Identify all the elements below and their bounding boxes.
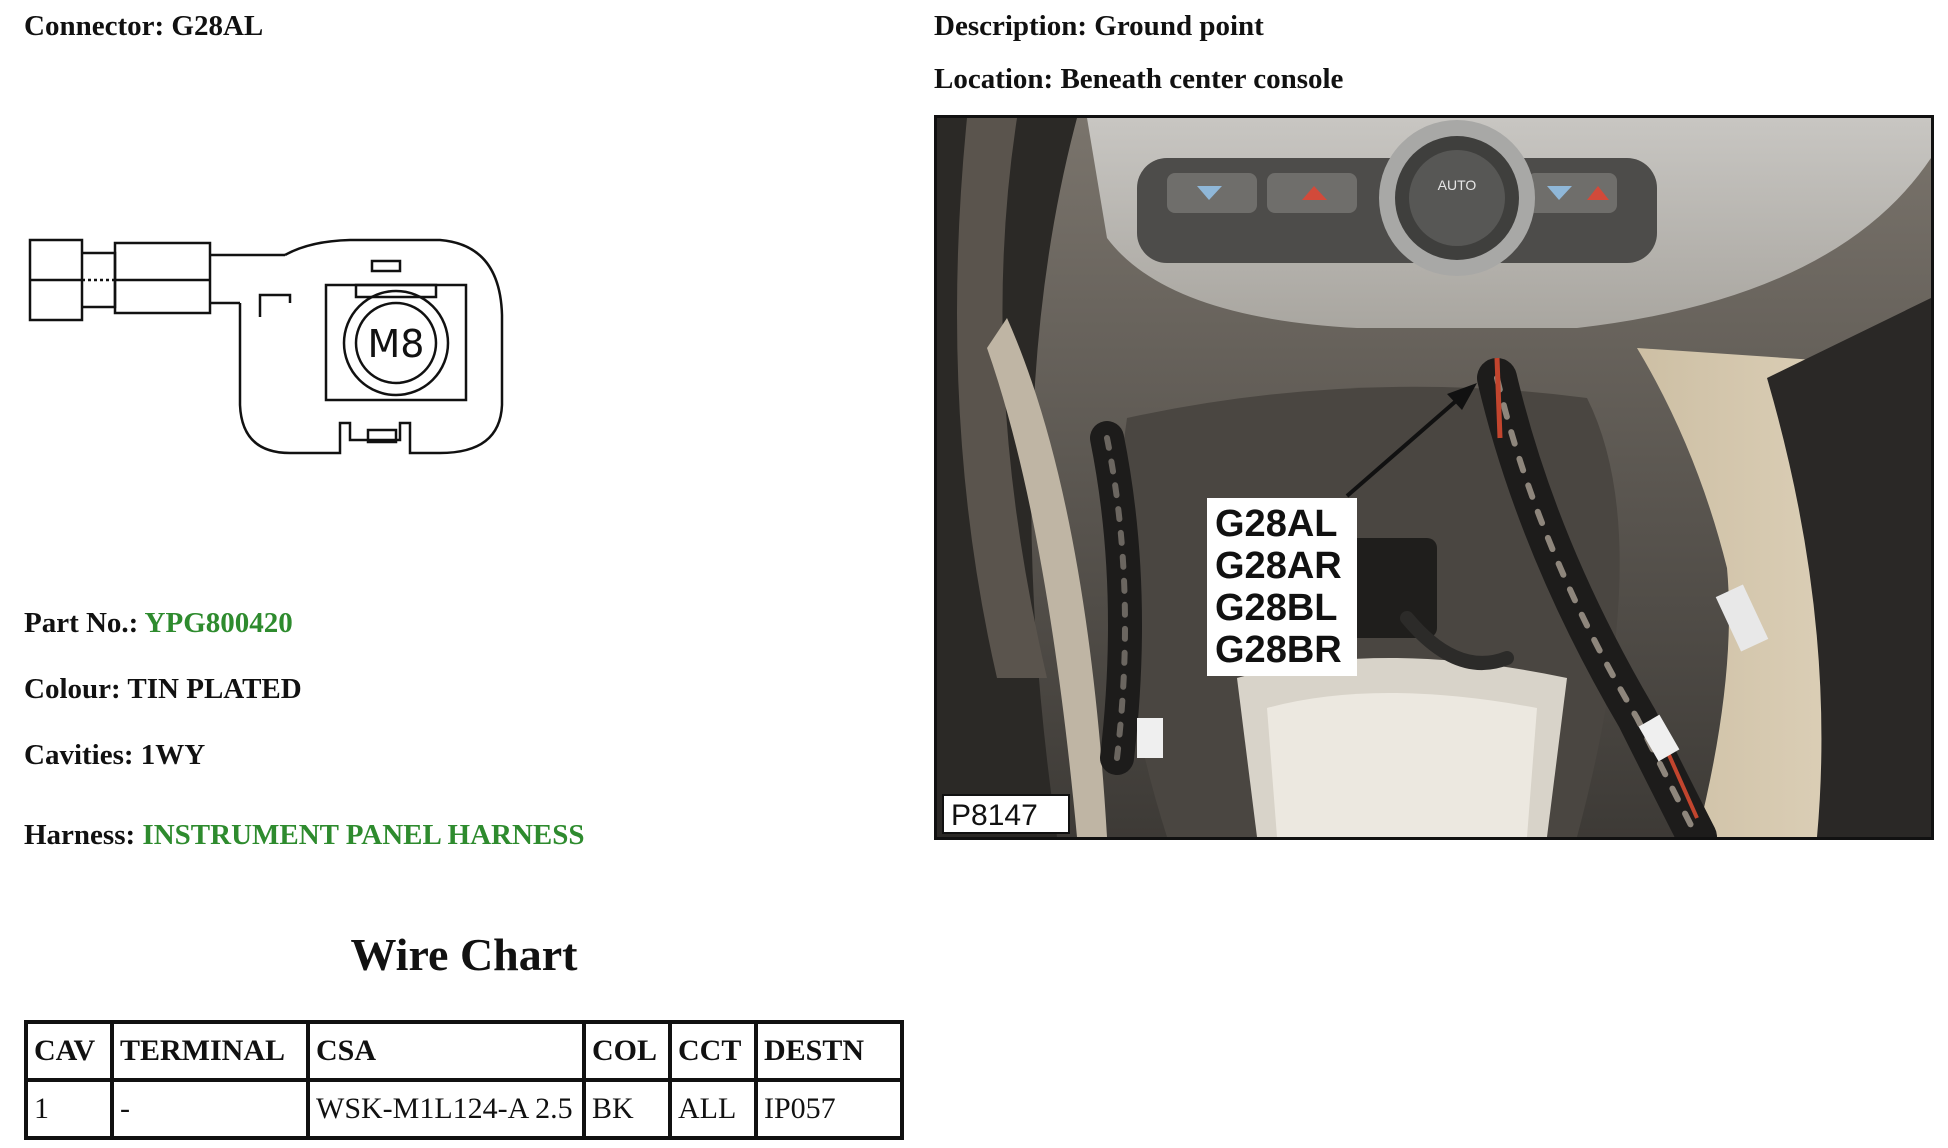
cell-csa: WSK-M1L124-A 2.5	[308, 1080, 584, 1138]
hvac-auto-label: AUTO	[1437, 177, 1477, 193]
connector-label: Connector:	[24, 10, 165, 42]
cell-terminal: -	[112, 1080, 308, 1138]
cavities-value: 1WY	[140, 739, 206, 771]
callout-g28br: G28BR	[1215, 629, 1342, 671]
callout-g28ar: G28AR	[1215, 545, 1342, 587]
colour-label: Colour:	[24, 673, 121, 705]
location-value: Beneath center console	[1060, 63, 1344, 95]
cell-cav: 1	[26, 1080, 112, 1138]
header-terminal: TERMINAL	[112, 1022, 308, 1080]
header-cav: CAV	[26, 1022, 112, 1080]
description-line	[934, 10, 1264, 43]
harness-label: Harness:	[24, 819, 136, 851]
connector-title	[24, 10, 263, 43]
part-number-line	[24, 607, 293, 640]
colour-line	[24, 673, 302, 706]
cavities-line	[24, 739, 205, 772]
table-row	[26, 1080, 902, 1138]
wire-chart-title: Wire Chart	[350, 929, 578, 980]
cavities-label: Cavities:	[24, 739, 134, 771]
header-csa: CSA	[308, 1022, 584, 1080]
description-value: Ground point	[1094, 10, 1264, 42]
photo-reference-label: P8147	[951, 799, 1038, 832]
location-line	[934, 63, 1343, 96]
stud-size-label: M8	[367, 322, 425, 366]
location-label: Location:	[934, 63, 1054, 95]
cell-destn: IP057	[756, 1080, 902, 1138]
cell-col: BK	[584, 1080, 670, 1138]
part-number-link[interactable]: YPG800420	[144, 607, 293, 639]
header-col: COL	[584, 1022, 670, 1080]
cell-cct: ALL	[670, 1080, 756, 1138]
wire-chart-header-row	[26, 1022, 902, 1080]
connector-value: G28AL	[171, 10, 264, 42]
callout-g28bl: G28BL	[1215, 587, 1338, 629]
harness-link[interactable]: INSTRUMENT PANEL HARNESS	[142, 819, 585, 851]
callout-g28al: G28AL	[1215, 503, 1338, 545]
header-destn: DESTN	[756, 1022, 902, 1080]
harness-line	[24, 819, 585, 852]
header-cct: CCT	[670, 1022, 756, 1080]
wire-chart-table	[24, 1020, 904, 1140]
colour-value: TIN PLATED	[127, 673, 302, 705]
description-label: Description:	[934, 10, 1088, 42]
part-number-label: Part No.:	[24, 607, 139, 639]
connector-ground-terminal-drawing	[20, 225, 510, 465]
location-photo	[934, 115, 1934, 840]
